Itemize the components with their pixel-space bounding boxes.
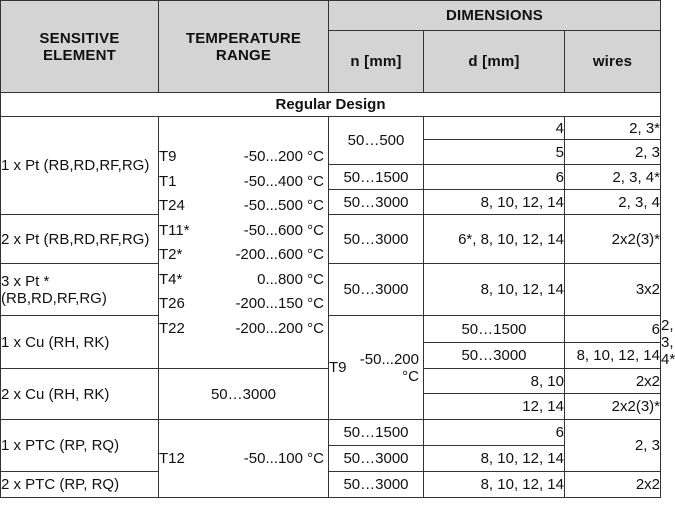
n-value: 50…3000 xyxy=(329,446,424,472)
n-value: 50…1500 xyxy=(424,316,565,343)
temperature-list-cu xyxy=(329,316,424,420)
wires-value: 2, 3* xyxy=(565,117,661,140)
d-value: 8, 10, 12, 14 xyxy=(424,446,565,472)
element-2x-pt: 2 x Pt (RB,RD,RF,RG) xyxy=(1,215,159,264)
temp-code: T4* xyxy=(159,270,183,288)
temp-code: T24 xyxy=(159,197,185,215)
temp-row xyxy=(159,169,328,194)
header-wires: wires xyxy=(565,31,661,93)
wires-value: 2, 3 xyxy=(565,420,661,472)
temp-row xyxy=(159,446,328,471)
n-value: 50…500 xyxy=(329,117,424,165)
temp-code: T12 xyxy=(159,450,185,467)
wires-value: 2x2 xyxy=(565,369,661,394)
wires-value: 2, 3, 4* xyxy=(565,165,661,190)
d-value: 8, 10, 12, 14 xyxy=(565,343,661,369)
temp-code: T26 xyxy=(159,295,185,313)
temperature-list-ptc xyxy=(159,420,329,498)
d-value: 8, 10, 12, 14 xyxy=(424,190,565,215)
n-value: 50…3000 xyxy=(329,264,424,316)
d-value: 8, 10 xyxy=(424,369,565,394)
temp-range: -200...150 °C xyxy=(235,295,324,313)
header-n: n [mm] xyxy=(329,31,424,93)
element-2x-cu: 2 x Cu (RH, RK) xyxy=(1,369,159,420)
wires-value: 2x2(3)* xyxy=(565,215,661,264)
temp-range: -50...100 °C xyxy=(243,450,324,467)
wires-value: 2x2 xyxy=(565,472,661,498)
n-value: 50…3000 xyxy=(424,343,565,369)
n-value: 50…3000 xyxy=(329,472,424,498)
element-1x-ptc: 1 x PTC (RP, RQ) xyxy=(1,420,159,472)
temp-row xyxy=(159,218,328,243)
d-value: 6 xyxy=(565,316,661,343)
temp-range: -50...200 °C xyxy=(359,350,419,385)
temp-code: T1 xyxy=(159,172,177,190)
temp-code: T9 xyxy=(159,148,177,166)
wires-value: 3x2 xyxy=(565,264,661,316)
temp-range: -200...200 °C xyxy=(235,319,324,337)
d-value: 8, 10, 12, 14 xyxy=(424,264,565,316)
temp-range: -200...600 °C xyxy=(235,246,324,264)
n-value: 50…1500 xyxy=(329,165,424,190)
section-regular-design: Regular Design xyxy=(1,93,661,117)
temp-code: T22 xyxy=(159,319,185,337)
temp-range: 0...800 °C xyxy=(257,270,324,288)
header-d: d [mm] xyxy=(424,31,565,93)
d-value: 6 xyxy=(424,420,565,446)
temperature-list-pt xyxy=(159,117,329,369)
wires-value: 2, 3, 4 xyxy=(565,190,661,215)
header-sensitive-element: SENSITIVE ELEMENT xyxy=(1,1,159,93)
d-value: 4 xyxy=(424,117,565,140)
temp-row xyxy=(159,243,328,268)
specification-table: SENSITIVE ELEMENT TEMPERATURE RANGE DIMENSIONS n [mm] d [mm] wires Regular Design 1 x Pt (RB,RD,RF,RG) T9 -50...200 °C T1 -50...400 °C T24 -50...500 °C T11* -50...600 °C T2* -200...600 °C T4* 0...800 °C T26 -200...150 °C T22 -200...200 °C 50…500 4 2, 3* 5 2, 3 50…1500 6 2, 3, 4* 50…3000 8, 10, 12, 14 2, 3, 4 2 x Pt (RB,RD,RF,RG) 50…3000 6*, 8, 10, 12, 14 2x2(3)* 3 x Pt * (RB,RD,RF,RG) 50…3000 8, 10, 12, 14 3x2 1 x Cu (RH, RK) T9 -50...200 °C 50…1500 6 2, 3, 4* 50…3000 8, 10, 12, 14 2 x Cu (RH, RK) 50…3000 8, 10 2x2 12, 14 2x2(3)* 1 x PTC (RP, RQ) T12 -50...100 °C 50…1500 6 2, 3 50…3000 8, 10, 12, 14 2 x PTC (RP, RQ) 50…3000 8, 10, 12, 14 2x2 xyxy=(0,0,661,498)
temp-row xyxy=(159,145,328,170)
d-value: 6 xyxy=(424,165,565,190)
temp-row xyxy=(159,316,328,341)
element-2x-ptc: 2 x PTC (RP, RQ) xyxy=(1,472,159,498)
temp-range: -50...600 °C xyxy=(243,221,324,239)
wires-value: 2x2(3)* xyxy=(565,394,661,420)
wires-value: 2, 3 xyxy=(565,140,661,165)
n-value: 50…3000 xyxy=(329,190,424,215)
temp-row xyxy=(159,292,328,317)
n-value: 50…1500 xyxy=(329,420,424,446)
d-value: 6*, 8, 10, 12, 14 xyxy=(424,215,565,264)
temp-row xyxy=(329,350,423,385)
d-value: 12, 14 xyxy=(424,394,565,420)
temp-range: -50...400 °C xyxy=(243,172,324,190)
header-dimensions: DIMENSIONS xyxy=(329,1,661,31)
d-value: 5 xyxy=(424,140,565,165)
element-3x-pt: 3 x Pt * (RB,RD,RF,RG) xyxy=(1,264,159,316)
header-temperature-range: TEMPERATURE RANGE xyxy=(159,1,329,93)
n-value: 50…3000 xyxy=(329,215,424,264)
temp-code: T9 xyxy=(329,359,347,376)
temp-row xyxy=(159,267,328,292)
temp-range: -50...200 °C xyxy=(243,148,324,166)
temp-range: -50...500 °C xyxy=(243,197,324,215)
element-1x-cu: 1 x Cu (RH, RK) xyxy=(1,316,159,369)
temp-code: T2* xyxy=(159,246,183,264)
temp-row xyxy=(159,194,328,219)
element-1x-pt: 1 x Pt (RB,RD,RF,RG) xyxy=(1,117,159,215)
d-value: 8, 10, 12, 14 xyxy=(424,472,565,498)
n-value: 50…3000 xyxy=(159,369,329,420)
temp-code: T11* xyxy=(159,221,190,239)
